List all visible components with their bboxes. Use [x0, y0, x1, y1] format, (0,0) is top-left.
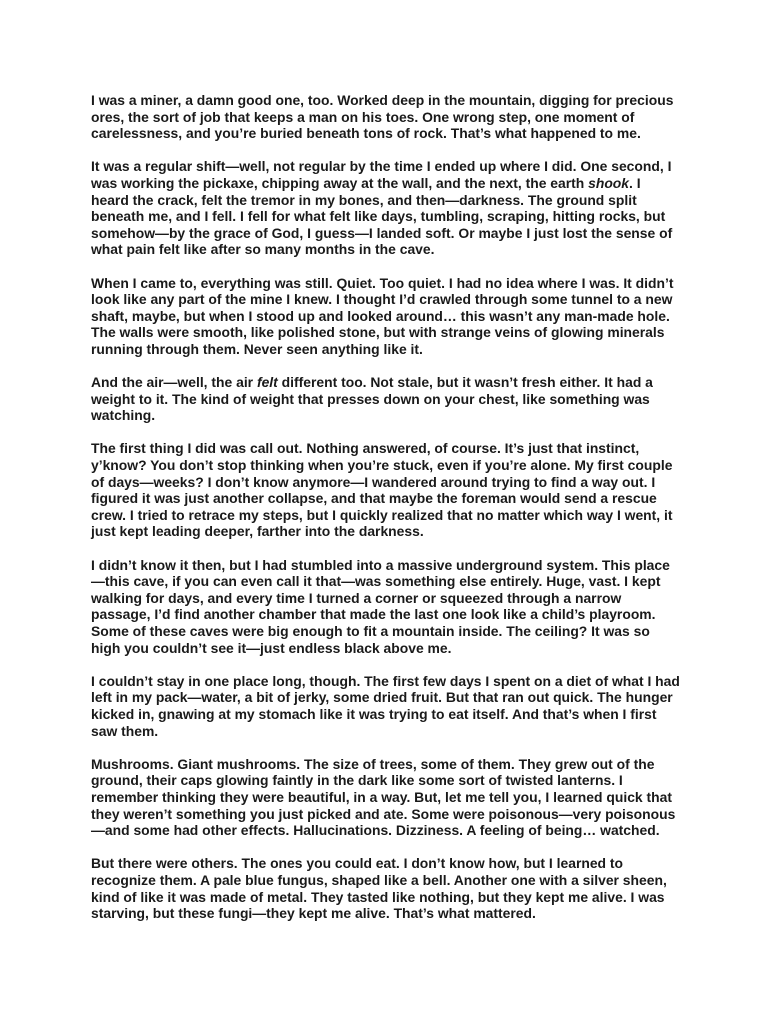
paragraph-text: . I heard the crack, felt the tremor in my bones, and then—darkness. The ground split beneath me, and I fell. I fell for what felt like days, tumbling, scraping, hitting rocks, but somehow—by the grace of God, I guess—I landed soft. Or maybe I just lost the sense of what pain felt like after so many months in the cave. — [91, 174, 673, 258]
paragraph-text: And the air—well, the air — [91, 374, 257, 391]
paragraph-text: I couldn’t stay in one place long, though. The first few days I spent on a diet of what I had left in my pack—water, a bit of jerky, some dried fruit. But that ran out quick. The hunger kicked in, gnawing at my stomach like it was trying to eat itself. And that’s when I first saw them. — [91, 672, 680, 739]
paragraph-text: Mushrooms. Giant mushrooms. The size of trees, some of them. They grew out of the ground, their caps glowing faintly in the dark like some sort of twisted lanterns. I remember thinking they were beautiful, in a way. But, let me tell you, I learned quick that they weren’t something you just picked and ate. Some were poisonous—very poisonous —and some had other effects. Hallucinations. Dizziness. A feeling of being… watched. — [91, 755, 676, 839]
paragraph-text: When I came to, everything was still. Quiet. Too quiet. I had no idea where I was. It didn’t look like any part of the mine I knew. I thought I’d crawled through some tunnel to a new shaft, maybe, but when I stood up and looked around… this wasn’t any man-made hole. The walls were smooth, like polished stone, but with strange veins of glowing minerals running through them. Never seen anything like it. — [91, 274, 674, 357]
paragraph-text: It was a regular shift—well, not regular by the time I ended up where I did. One second, I was working the pickaxe, chipping away at the wall, and the next, the earth — [91, 158, 672, 191]
paragraph — [91, 374, 681, 424]
paragraph-text: The first thing I did was call out. Nothing answered, of course. It’s just that instinct, y’know? You don’t stop thinking when you’re stuck, even if you’re alone. My first couple of days—weeks? I don’t know anymore—I wandered around trying to find a way out. I figured it was just another collapse, and that maybe the foreman would send a rescue crew. I tried to retrace my steps, but I quickly realized that no matter which way I went, it just kept leading deeper, farther into the darkness. — [91, 440, 673, 540]
paragraph — [91, 756, 681, 839]
paragraph — [91, 440, 681, 540]
paragraph-text: I was a miner, a damn good one, too. Worked deep in the mountain, digging for precious ores, the sort of job that keeps a man on his toes. One wrong step, one moment of carelessness, and you’re buried beneath tons of rock. That’s what happened to me. — [91, 92, 674, 142]
document-body — [91, 92, 681, 938]
emphasized-text: shook — [588, 174, 630, 191]
emphasized-text: felt — [256, 374, 278, 391]
paragraph — [91, 673, 681, 739]
paragraph — [91, 557, 681, 657]
paragraph — [91, 855, 681, 921]
paragraph — [91, 158, 681, 258]
paragraph — [91, 92, 681, 142]
paragraph-text: different too. Not stale, but it wasn’t fresh either. It had a weight to it. The kind of weight that presses down on your chest, like something was watching. — [91, 374, 653, 424]
paragraph — [91, 275, 681, 358]
paragraph-text: But there were others. The ones you could eat. I don’t know how, but I learned to recognize them. A pale blue fungus, shaped like a bell. Another one with a silver sheen, kind of like it was made of metal. They tasted like nothing, but they kept me alive. I was starving, but these fungi—they kept me alive. That’s what mattered. — [91, 855, 667, 922]
paragraph-text: I didn’t know it then, but I had stumbled into a massive underground system. This place —this cave, if you can even call it that—was something else entirely. Huge, vast. I kept walking for days, and every time I turned a corner or squeezed through a narrow passage, I’d find another chamber that made the last one look like a child’s playroom. Some of these caves were big enough to fit a mountain inside. The ceiling? It was so high you couldn’t see it—just endless black above me. — [91, 556, 670, 656]
